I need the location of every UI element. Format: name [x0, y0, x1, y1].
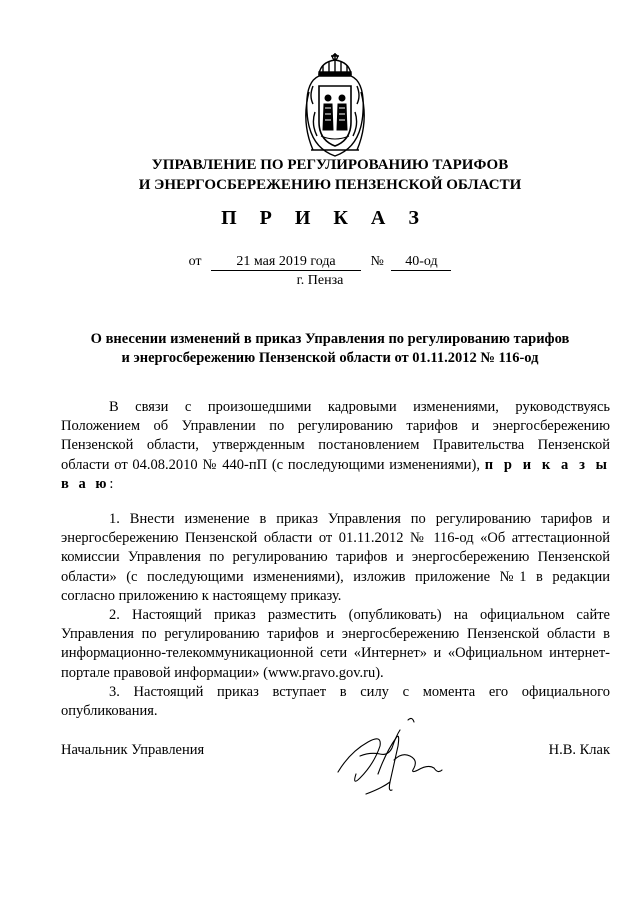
document-type-title: П Р И К А З	[221, 207, 428, 229]
org-line-2: И ЭНЕРГОСБЕРЕЖЕНИЮ ПЕНЗЕНСКОЙ ОБЛАСТИ	[138, 177, 522, 193]
item-2: 2. Настоящий приказ разместить (опубликовать) на официальном сайте Управления по регулированию тарифов и энергосбережению Пензенской области в информационно-телекоммуникационной сети «Интернет» и «Официальном интернет-портале правовой информации» (www.pravo.gov.ru).	[61, 607, 610, 681]
order-word: п р и к а з ы в а ю	[61, 456, 611, 492]
org-line-1: УПРАВЛЕНИЕ ПО РЕГУЛИРОВАНИЮ ТАРИФОВ	[151, 157, 509, 173]
item-1: 1. Внести изменение в приказ Управления по регулированию тарифов и энергосбережению Пензенской области от 01.11.2012 № 116-од «Об аттестационной комиссии Управления по регулированию тарифов и энергосбережению Пензенской области» (с последующими изменениями), изложив приложение №1 в редакции согласно приложению к настоящему приказу.	[61, 511, 610, 604]
signatory-position: Начальник Управления	[61, 742, 205, 758]
date-prefix: от	[188, 254, 202, 269]
item-3: 3. Настоящий приказ вступает в силу с момента его официального опубликования.	[61, 683, 610, 720]
document-subject	[60, 330, 600, 368]
preamble-text: В связи с произошедшими кадровыми изменениями, руководствуясь Положением об Управлении по регулированию тарифов и энергосбережению Пензенской области, утвержденным постановлением Правительства Пензенской области от 04.08.2010 № 440-пП (с последующими изменениями),	[61, 399, 610, 473]
handwritten-signature-icon	[330, 712, 445, 802]
document-date: 21 мая 2019 года	[211, 254, 361, 271]
preamble-paragraph	[61, 398, 610, 494]
number-prefix: №	[370, 254, 384, 269]
document-number: 40-од	[391, 254, 451, 271]
subject-line-1: О внесении изменений в приказ Управления по регулированию тарифов	[90, 331, 570, 347]
date-number-line	[0, 254, 640, 271]
order-colon: :	[109, 475, 114, 492]
organization-name	[40, 155, 620, 195]
document-body	[61, 398, 610, 721]
coat-of-arms-icon	[295, 52, 375, 162]
city: г. Пенза	[296, 273, 344, 288]
subject-line-2: и энергосбережению Пензенской области от 01.11.2012 № 116-од	[121, 350, 539, 366]
signatory-name: Н.В. Клак	[548, 742, 610, 758]
